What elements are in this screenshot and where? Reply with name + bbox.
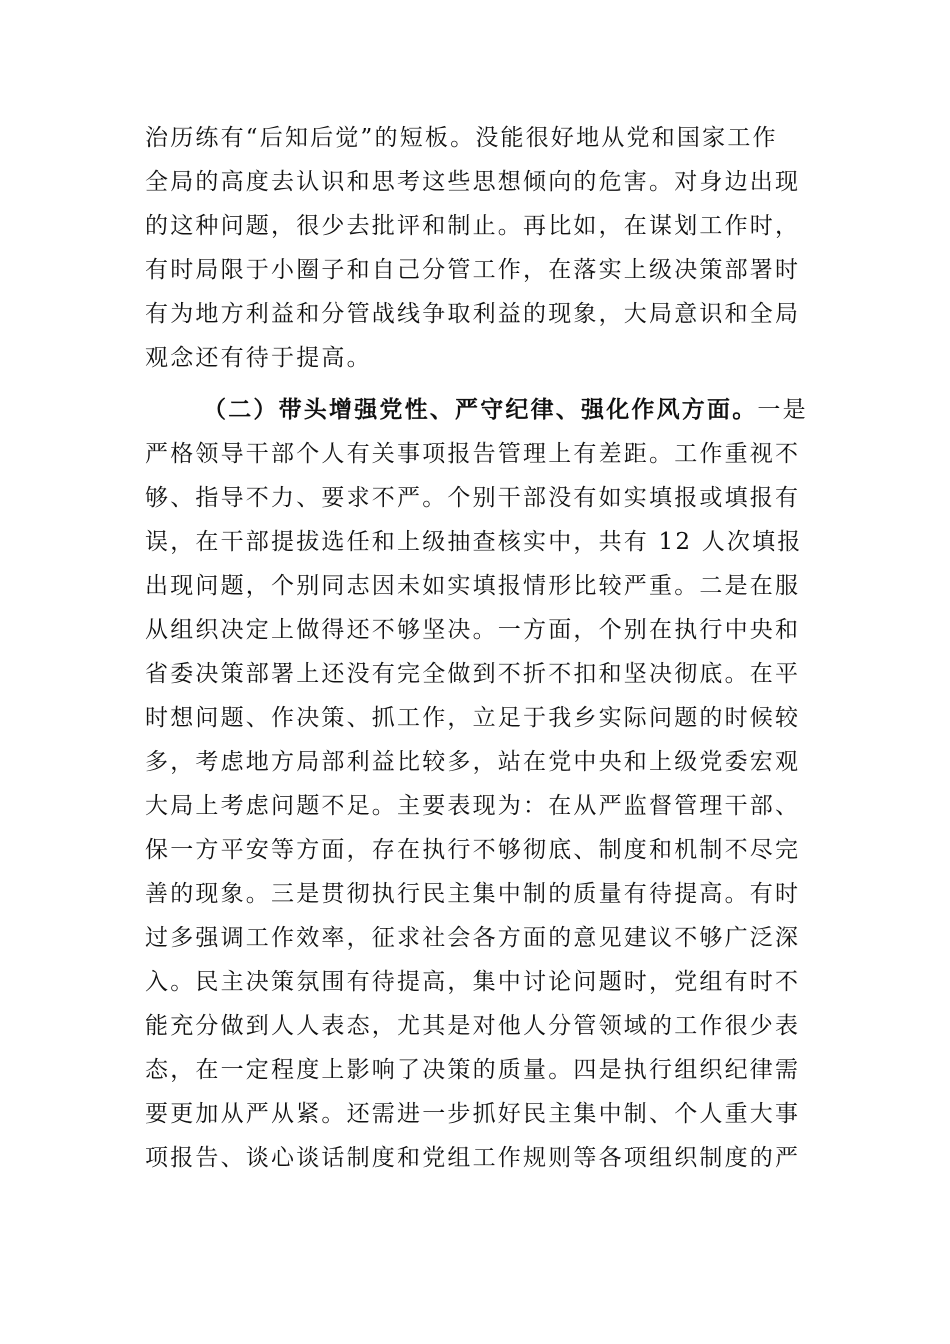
text-line: 有时局限于小圈子和自己分管工作，在落实上级决策部署时 [145, 257, 801, 283]
text-line: 出现问题，个别同志因未如实填报情形比较严重。二是在服 [145, 573, 801, 599]
text-line: 时想问题、作决策、抓工作，立足于我乡实际问题的时候较 [145, 705, 801, 731]
text-line: 项报告、谈心谈话制度和党组工作规则等各项组织制度的严 [145, 1145, 801, 1171]
text-line: 多，考虑地方局部利益比较多，站在党中央和上级党委宏观 [145, 749, 801, 775]
text-line: 过多强调工作效率，征求社会各方面的意见建议不够广泛深 [145, 925, 801, 951]
text-line: 有为地方利益和分管战线争取利益的现象，大局意识和全局 [145, 301, 801, 327]
text-line: 够、指导不力、要求不严。个别干部没有如实填报或填报有 [145, 485, 801, 511]
text-line: 的这种问题，很少去批评和制止。再比如，在谋划工作时， [145, 213, 801, 239]
text-line: 全局的高度去认识和思考这些思想倾向的危害。对身边出现 [145, 169, 801, 195]
text-line: 观念还有待于提高。 [145, 345, 372, 371]
section-heading: （二）带头增强党性、严守纪律、强化作风方面。 [203, 396, 758, 423]
text-line: 能充分做到人人表态，尤其是对他人分管领域的工作很少表 [145, 1013, 801, 1039]
text-line: 治历练有“后知后觉”的短板。没能很好地从党和国家工作 [145, 125, 778, 151]
text-line: 误，在干部提拔选任和上级抽查核实中，共有 12 人次填报 [145, 529, 803, 555]
paragraph-1 [145, 116, 815, 380]
text-line: 大局上考虑问题不足。主要表现为：在从严监督管理干部、 [145, 793, 801, 819]
text-line: 省委决策部署上还没有完全做到不折不扣和坚决彻底。在平 [145, 661, 801, 687]
paragraph-2-first-line [145, 388, 815, 432]
text-line: 要更加从严从紧。还需进一步抓好民主集中制、个人重大事 [145, 1101, 801, 1127]
paragraph-2 [145, 388, 815, 1180]
text-run: 一是 [757, 397, 808, 423]
text-line: 从组织决定上做得还不够坚决。一方面，个别在执行中央和 [145, 617, 801, 643]
text-line: 严格领导干部个人有关事项报告管理上有差距。工作重视不 [145, 441, 801, 467]
text-line: 保一方平安等方面，存在执行不够彻底、制度和机制不尽完 [145, 837, 801, 863]
text-line: 态，在一定程度上影响了决策的质量。四是执行组织纪律需 [145, 1057, 801, 1083]
text-line: 入。民主决策氛围有待提高，集中讨论问题时，党组有时不 [145, 969, 801, 995]
text-line: 善的现象。三是贯彻执行民主集中制的质量有待提高。有时 [145, 881, 801, 907]
